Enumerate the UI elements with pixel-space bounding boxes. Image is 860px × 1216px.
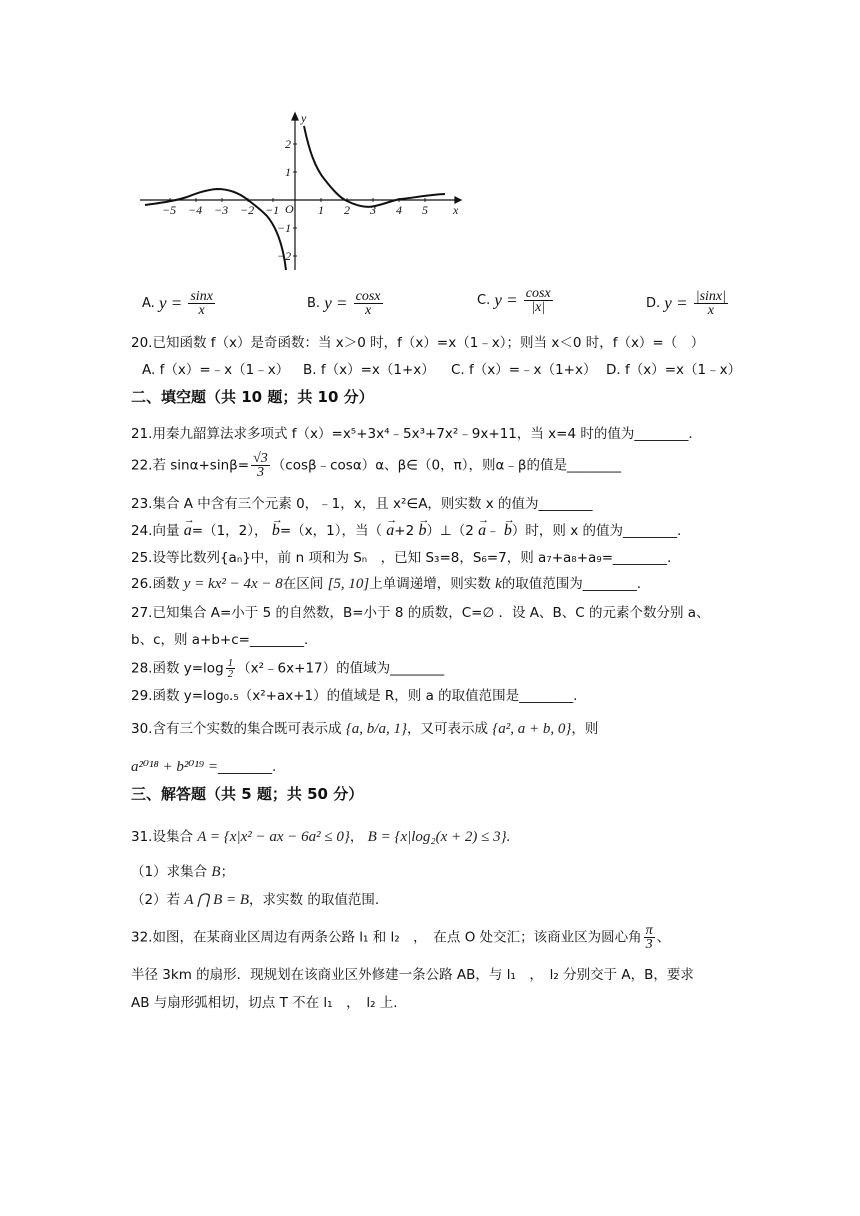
x-tick-label: 1 — [318, 203, 324, 217]
x-tick-label: 2 — [344, 203, 350, 217]
y-tick-label: −1 — [277, 221, 292, 235]
y-axis-label: y — [301, 111, 307, 125]
q28: 28.函数 y=log $\frac{1}{2}$ （x²﹣6x+17）的值域为________ — [131, 657, 445, 680]
x-tick-label: −5 — [162, 203, 177, 217]
x-axis-label: x — [453, 203, 459, 217]
y-tick-label: 1 — [285, 165, 291, 179]
x-tick-label: −4 — [188, 203, 203, 217]
q23: 23.集合 A 中含有三个元素 0，﹣1，x，且 x²∈A，则实数 x 的值为________ — [131, 496, 593, 512]
q20-option-b[interactable]: B. f（x）=x（1+x） — [303, 362, 435, 378]
q19-option-d[interactable]: D. y = $\frac{|\sin x|}{x}$ — [646, 289, 726, 318]
q31: 31.设集合 A = {x|x² − ax − 6a² ≤ 0}， B = {x|log₂(x + 2) ≤ 3}. — [131, 829, 511, 845]
curve-left — [145, 189, 286, 270]
x-tick-label: −3 — [214, 203, 229, 217]
q27-line2: b、c，则 a+b+c=________. — [131, 632, 309, 648]
y-tick-label: 2 — [285, 137, 291, 151]
x-tick-label: −2 — [240, 203, 255, 217]
x-tick-label: 3 — [370, 203, 376, 217]
q27-line1: 27.已知集合 A=小于 5 的自然数，B=小于 8 的质数，C=∅ ．设 A、B、C 的元素个数分别 a、 — [131, 605, 710, 621]
q25: 25.设等比数列{aₙ}中，前 n 项和为 Sₙ ，已知 S₃=8，S₆=7，则 a₇+a₈+a₉=________. — [131, 550, 672, 566]
q30-line2: a²⁰¹⁸ + b²⁰¹⁹ =________. — [131, 759, 277, 775]
q20-option-c[interactable]: C. f（x）=﹣x（1+x） — [451, 362, 597, 378]
q21: 21.用秦九韶算法求多项式 f（x）=x⁵+3x⁴﹣5x³+7x²﹣9x+11，当 x=4 时的值为________. — [131, 426, 693, 442]
q19-option-c[interactable]: C. y = $\frac{\cos x}{|x|}$ — [477, 286, 551, 315]
x-tick-label: 4 — [396, 203, 402, 217]
q32-line1: 32.如图，在某商业区周边有两条公路 l₁ 和 l₂ ， 在点 O 处交汇；该商业区为圆心角 $\frac{\pi}{3}$ 、 — [131, 923, 671, 952]
x-tick-label: −1 — [265, 203, 280, 217]
curve-right — [304, 126, 445, 207]
origin-label: O — [285, 202, 294, 216]
q32-line2: 半径 3km 的扇形．现规划在该商业区外修建一条公路 AB，与 l₁ ， l₂ 分别交于 A，B，要求 — [131, 967, 694, 983]
q20-option-a[interactable]: A. f（x）=﹣x（1﹣x） — [142, 362, 290, 378]
x-tick-label: 5 — [422, 203, 428, 217]
section2-title: 二、填空题（共 10 题；共 10 分） — [131, 388, 374, 406]
q19-option-a[interactable]: A. y = $\frac{\sin x}{x}$ — [142, 289, 213, 318]
q24: 24.向量 → a=（1，2）， → b=（x，1），当（ → a+2 → b）⊥（2 → a﹣ → b）时，则 x 的值为________. — [131, 521, 681, 541]
q30-line1: 30.含有三个实数的集合既可表示成 {a, b/a, 1}，又可表示成 {a², a + b, 0}，则 — [131, 721, 599, 737]
q31-part1: （1）求集合 B； — [131, 864, 235, 880]
y-axis-arrow — [292, 113, 298, 120]
section3-title: 三、解答题（共 5 题；共 50 分） — [131, 785, 364, 803]
q26: 26.函数 y = kx² − 4x − 8在区间 [5, 10]上单调递增，则实数 k的取值范围为________. — [131, 576, 642, 592]
q20-option-d[interactable]: D. f（x）=x（1﹣x） — [606, 362, 742, 378]
q22: 22.若 sinα+sinβ= $\frac{√3}{3}$ （cosβ﹣cosα）α、β∈（0，π），则α﹣β的值是________ — [131, 451, 621, 480]
q29: 29.函数 y=log₀.₅（x²+ax+1）的值域是 R，则 a 的取值范围是________. — [131, 688, 578, 704]
q31-part2: （2）若 A ⋂ B = B，求实数 的取值范围. — [131, 892, 380, 908]
q20-stem: 20.已知函数 f（x）是奇函数：当 x＞0 时，f（x）=x（1﹣x）；则当 x＜0 时，f（x）=（ ） — [131, 335, 705, 351]
q19-option-b[interactable]: B. y = $\frac{\cos x}{x}$ — [307, 289, 381, 318]
q32-line3: AB 与扇形弧相切，切点 T 不在 l₁ ， l₂ 上. — [131, 995, 398, 1011]
y-tick-label: −2 — [277, 249, 292, 263]
function-graph — [135, 110, 465, 275]
